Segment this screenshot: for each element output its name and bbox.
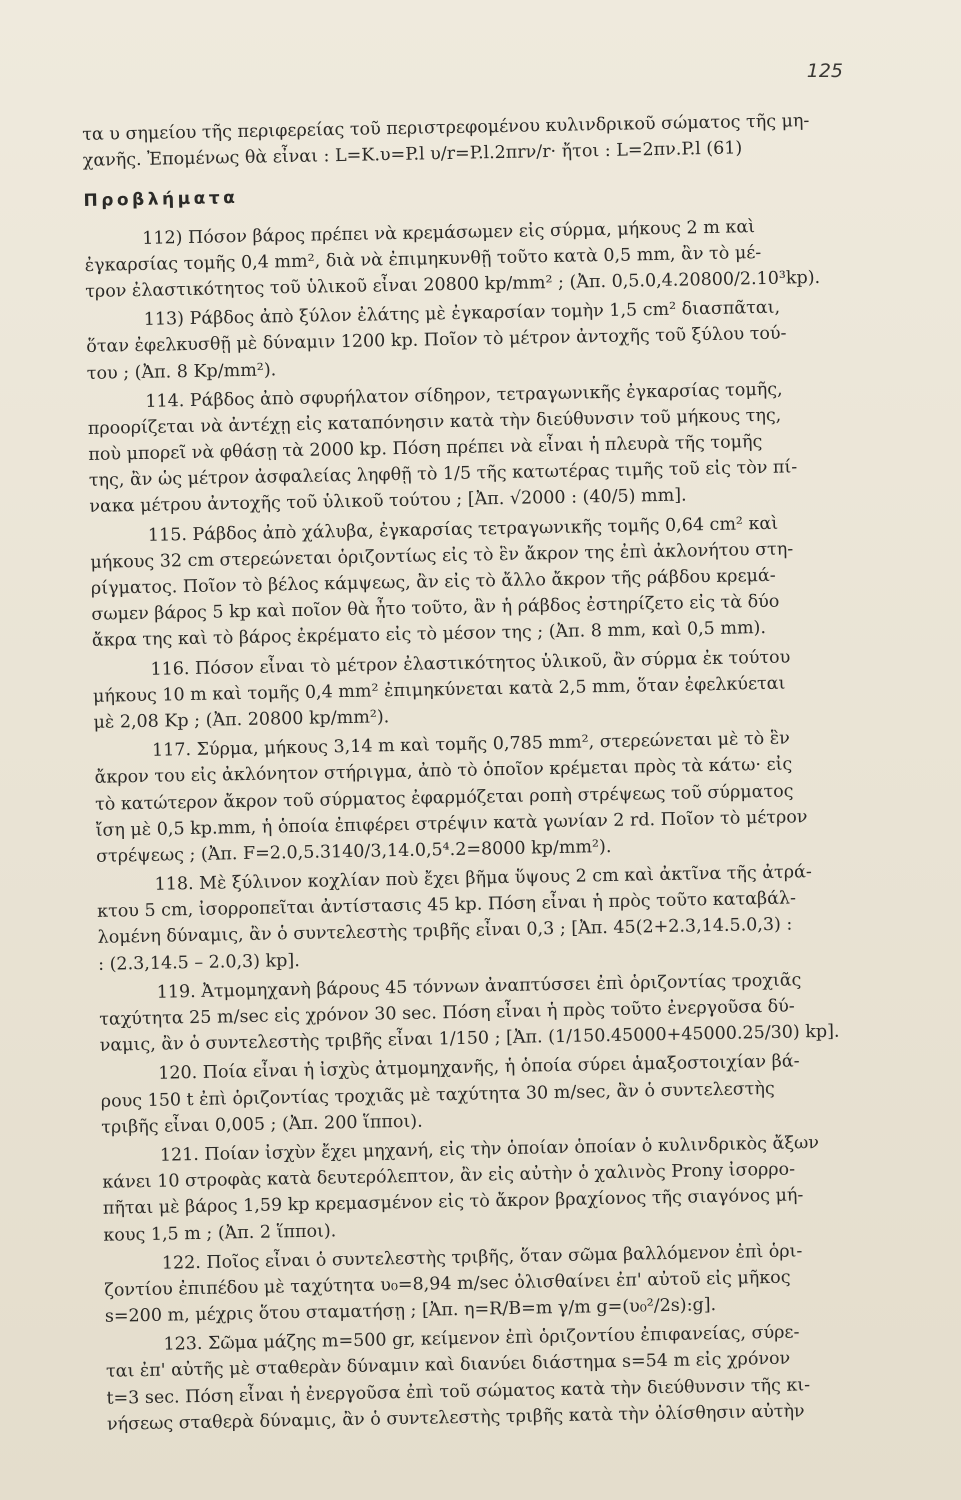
text-line: 118. Μὲ ξύλινον κοχλίαν ποὺ ἔχει βῆμα ὕψους 2 cm καὶ ἀκτῖνα τῆς ἀτρά- (154, 862, 812, 895)
text-line: ὅταν ἐφελκυσθῇ μὲ δύναμιν 1200 kp. Ποῖον τὸ μέτρον ἀντοχῆς τοῦ ξύλου τού- (86, 323, 787, 358)
problem-122 (104, 1236, 905, 1330)
text-line: λομένη δύναμις, ἂν ὁ συντελεστὴς τριβῆς εἶναι 0,3 ; [Ἀπ. 45(2+2.3,14.5.0,3) : (97, 914, 793, 949)
problem-123 (105, 1318, 907, 1438)
text-line: προορίζεται νὰ ἀντέχῃ εἰς καταπόνησιν κατὰ τὴν διεύθυνσιν τοῦ μήκους της, (87, 405, 782, 439)
text-line: 114. Ράβδος ἀπὸ σφυρήλατον σίδηρον, τετραγωνικῆς ἐγκαρσίας τομῆς, (145, 379, 783, 412)
problem-120 (100, 1047, 901, 1141)
problem-119 (98, 965, 899, 1059)
text-line: χανῆς. Ἐπομένως θὰ εἶναι : L=K.υ=P.l υ/r=P.l.2πrν/r· ἤτοι : L=2πν.P.l (61) (82, 138, 743, 172)
problem-118 (96, 858, 898, 978)
text-line: τριβῆς εἶναι 0,005 ; (Ἀπ. 200 ἵπποι). (101, 1111, 423, 1138)
intro-paragraph (82, 107, 883, 175)
text-line: μήκους 10 m καὶ τομῆς 0,4 mm² ἐπιμηκύνεται κατὰ 2,5 mm, ὅταν ἐφελκύεται (92, 673, 786, 707)
text-line: 122. Ποῖος εἶναι ὁ συντελεστὴς τριβῆς, ὅταν σῶμα βαλλόμενον ἐπὶ ὁρι- (161, 1241, 803, 1274)
text-line: ρους 150 t ἐπὶ ὁριζοντίας τροχιᾶς μὲ ταχύτητα 30 m/sec, ἂν ὁ συντελεστὴς (100, 1078, 775, 1112)
text-line: t=3 sec. Πόση εἶναι ἡ ἐνεργοῦσα ἐπὶ τοῦ σώματος κατὰ τὴν διεύθυνσιν τῆς κι- (106, 1374, 811, 1409)
text-line: 123. Σῶμα μάζης m=500 gr, κείμενον ἐπὶ ὁριζοντίου ἐπιφανείας, σύρε- (163, 1322, 800, 1355)
text-line: 120. Ποία εἶναι ἡ ἰσχὺς ἀτμομηχανῆς, ἡ ὁποία σύρει ἁμαξοστοιχίαν βά- (158, 1051, 800, 1085)
text-line: ζοντίου ἐπιπέδου μὲ ταχύτητα υ₀=8,94 m/sec ὀλισθαίνει ἐπ' αὐτοῦ εἰς μῆκος (104, 1267, 791, 1301)
text-line: τὸ κατώτερον ἄκρον τοῦ σύρματος ἐφαρμόζεται ροπὴ στρέψεως τοῦ σύρματος (94, 780, 794, 815)
text-line: ἄκρον του εἰς ἀκλόνητον στήριγμα, ἀπὸ τὸ ὁποῖον κρέμεται πρὸς τὰ κάτω· εἰς (94, 754, 793, 789)
text-line: ται ἐπ' αὐτῆς μὲ σταθερὰν δύναμιν καὶ διανύει διάστημα s=54 m εἰς χρόνον (105, 1349, 791, 1383)
text-line: κους 1,5 m ; (Ἀπ. 2 ἵπποι). (103, 1220, 337, 1246)
problem-113 (86, 293, 887, 387)
text-line: ποὺ μπορεῖ νὰ φθάσῃ τὰ 2000 kp. Πόση πρέπει νὰ εἶναι ἡ πλευρὰ τῆς τομῆς (88, 432, 763, 466)
problem-114 (87, 374, 889, 520)
text-line: 112) Πόσον βάρος πρέπει νὰ κρεμάσωμεν εἰς σύρμα, μήκους 2 m καὶ (142, 216, 756, 249)
text-line: ταχύτητα 25 m/sec εἰς χρόνον 30 sec. Πόση εἶναι ἡ πρὸς τοῦτο ἐνεργοῦσα δύ- (99, 996, 795, 1030)
text-line: s=200 m, μέχρις ὅτου σταματήσῃ ; [Ἀπ. η=R/B=m γ/m g=(υ₀²/2s):g]. (104, 1295, 717, 1327)
text-line: τρον ἐλαστικότητος τοῦ ὑλικοῦ εἶναι 20800 kp/mm² ; (Ἀπ. 0,5.0,4.20800/2.10³kp). (85, 267, 821, 302)
text-line: μήκους 32 cm στερεώνεται ὁριζοντίως εἰς τὸ ἓν ἄκρον της ἐπὶ ἀκλονήτου στη- (90, 539, 794, 573)
problem-115 (90, 508, 892, 654)
text-block (82, 107, 907, 1438)
text-line: της, ἂν ὡς μέτρον ἀσφαλείας ληφθῇ τὸ 1/5 τῆς κατωτέρας τιμῆς τοῦ εἰς τὸν πί- (88, 457, 798, 492)
text-line: νακα μέτρου ἀντοχῆς τοῦ ὑλικοῦ τούτου ; [Ἀπ. √2000 : (40/5) mm]. (89, 485, 687, 518)
text-line: ρίγματος. Ποῖον τὸ βέλος κάμψεως, ἂν εἰς τὸ ἄλλο ἄκρον τῆς ράβδου κρεμά- (90, 565, 776, 599)
text-line: τα υ σημείου τῆς περιφερείας τοῦ περιστρεφομένου κυλινδρικοῦ σώματος τῆς μη- (82, 111, 810, 145)
text-line: 113) Ράβδος ἀπὸ ξύλον ἐλάτης μὲ ἐγκαρσίαν τομὴν 1,5 cm² διασπᾶται, (143, 297, 781, 330)
text-line: ἴση μὲ 0,5 kp.mm, ἡ ὁποία ἐπιφέρει στρέψιν κατὰ γωνίαν 2 rd. Ποῖον τὸ μέτρον (95, 806, 808, 841)
text-line: 121. Ποίαν ἰσχὺν ἔχει μηχανή, εἰς τὴν ὁποίαν ὁποίαν ὁ κυλινδρικὸς ἄξων (159, 1132, 820, 1166)
text-line: 116. Πόσον εἶναι τὸ μέτρον ἐλαστικότητος ὑλικοῦ, ἂν σύρμα ἐκ τούτου (150, 647, 791, 680)
text-line: σωμεν βάρος 5 kp καὶ ποῖον θὰ ἦτο τοῦτο, ἂν ἡ ράβδος ἐστηρίζετο εἰς τὰ δύο (91, 591, 780, 626)
problem-116 (92, 642, 893, 736)
section-heading: Προβλήματα (83, 188, 239, 212)
text-line: 117. Σύρμα, μήκους 3,14 m καὶ τομῆς 0,785 mm², στερεώνεται μὲ τὸ ἓν (151, 728, 791, 761)
text-line: μὲ 2,08 Kp ; (Ἀπ. 20800 kp/mm²). (93, 707, 390, 733)
problem-117 (94, 724, 896, 870)
text-line: 115. Ράβδος ἀπὸ χάλυβα, ἐγκαρσίας τετραγωνικῆς τομῆς 0,64 cm² καὶ (147, 513, 779, 546)
text-line: πῆται μὲ βάρος 1,59 kp κρεμασμένον εἰς τὸ ἄκρον βραχίονος τῆς σιαγόνος μή- (102, 1185, 804, 1220)
text-line: ἄκρα της καὶ τὸ βάρος ἐκρέματο εἰς τὸ μέσον της ; (Ἀπ. 8 mm, καὶ 0,5 mm). (91, 618, 767, 652)
problem-121 (102, 1128, 904, 1248)
text-line: ἐγκαρσίας τομῆς 0,4 mm², διὰ νὰ ἐπιμηκυνθῇ τοῦτο κατὰ 0,5 mm, ἂν τὸ μέ- (84, 242, 762, 276)
text-line: του ; (Ἀπ. 8 Kp/mm²). (86, 359, 277, 384)
problem-112 (84, 211, 885, 305)
text-line: στρέψεως ; (Ἀπ. F=2.0,5.3140/3,14.0,5⁴.2=8000 kp/mm²). (95, 836, 612, 867)
text-line: νήσεως σταθερὰ δύναμις, ἂν ὁ συντελεστὴς τριβῆς κατὰ τὴν ὀλίσθησιν αὐτὴν (106, 1401, 805, 1435)
text-line: 119. Ἀτμομηχανὴ βάρους 45 τόννων ἀναπτύσσει ἐπὶ ὁριζοντίας τροχιᾶς (156, 970, 802, 1003)
text-line: ναμις, ἂν ὁ συντελεστὴς τριβῆς εἶναι 1/150 ; [Ἀπ. (1/150.45000+45000.25/30) kp]. (99, 1021, 840, 1057)
text-line: κτου 5 cm, ἰσορροπεῖται ἀντίστασις 45 kp. Πόση εἶναι ἡ πρὸς τοῦτο καταβάλ- (96, 888, 797, 923)
text-line: : (2.3,14.5 – 2.0,3) kp]. (97, 950, 300, 975)
text-line: κάνει 10 στροφὰς κατὰ δευτερόλεπτον, ἂν εἰς αὐτὴν ὁ χαλινὸς Prony ἰσορρο- (102, 1159, 796, 1193)
page-number: 125 (806, 60, 843, 82)
